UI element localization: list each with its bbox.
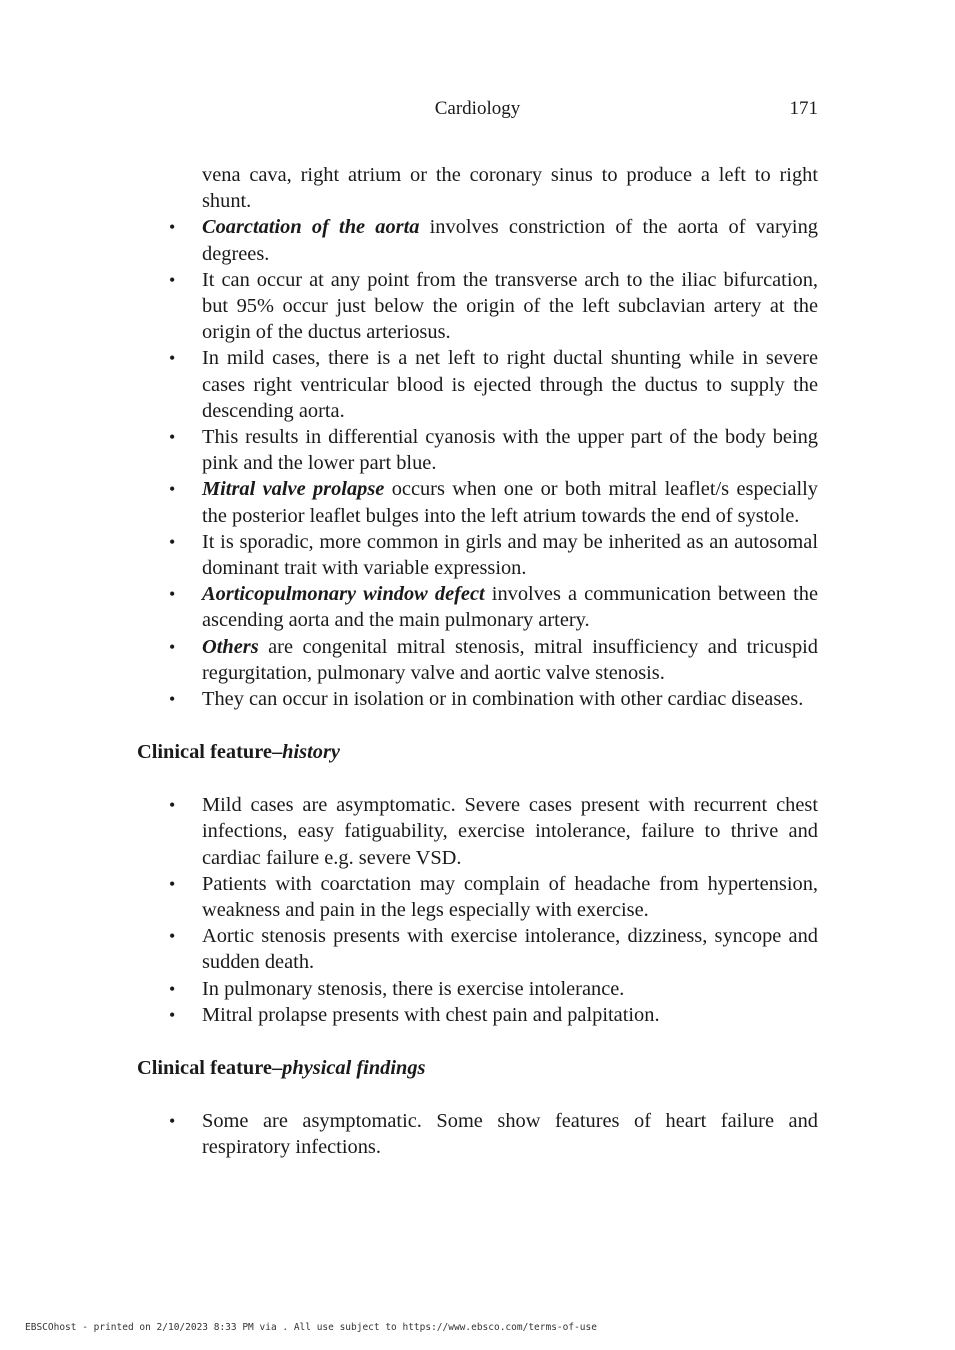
- list-item: [137, 345, 818, 424]
- list-item-text: They can occur in isolation or in combination with other cardiac diseases.: [202, 688, 804, 711]
- page-body: [137, 162, 818, 1161]
- history-list: [137, 792, 818, 1028]
- list-item-text: It is sporadic, more common in girls and may be inherited as an autosomal dominant trait with variable expression.: [202, 530, 818, 580]
- page-number: 171: [789, 98, 818, 119]
- list-item: [137, 686, 818, 712]
- list-item: [137, 581, 818, 633]
- list-item-text: involves a communication between the ascending aorta and the main pulmonary artery.: [202, 583, 818, 632]
- list-item: • Aortic stenosis presents with exercise intolerance, dizziness, syncope and sudden death.: [137, 923, 818, 975]
- list-item: [137, 476, 818, 528]
- defects-list: [137, 214, 818, 712]
- list-item-term: Mitral valve prolapse: [202, 478, 385, 501]
- section-heading-main: Clinical feature–: [137, 741, 283, 764]
- ebsco-footer: EBSCOhost - printed on 2/10/2023 8:33 PM via . All use subject to https://www.ebsco.com/terms-of-use: [25, 1322, 597, 1333]
- list-item: [137, 267, 818, 346]
- list-item-term: Coarctation of the aorta: [202, 216, 420, 239]
- list-item-text: occurs when one or both mitral leaflet/s especially the posterior leaflet bulges into the left atrium towards the end of systole.: [202, 478, 818, 527]
- section-heading-main: Clinical feature–: [137, 1057, 283, 1080]
- list-item: • Patients with coarctation may complain of headache from hypertension, weakness and pain in the legs especially with exercise.: [137, 871, 818, 923]
- list-item: • Some are asymptomatic. Some show features of heart failure and respiratory infections.: [137, 1108, 818, 1160]
- list-item-text: It can occur at any point from the transverse arch to the iliac bifurcation, but 95% occur just below the origin of the left subclavian artery at the origin of the ductus arteriosus.: [202, 268, 818, 344]
- list-item-term: Others: [202, 635, 259, 658]
- running-head: [0, 96, 955, 122]
- list-item: [137, 634, 818, 686]
- list-item-text: are congenital mitral stenosis, mitral insufficiency and tricuspid regurgitation, pulmonary valve and aortic valve stenosis.: [202, 635, 818, 684]
- list-item: • Mitral prolapse presents with chest pain and palpitation.: [137, 1002, 818, 1028]
- section-heading-sub: history: [282, 741, 340, 764]
- section-heading-sub: physical findings: [282, 1057, 426, 1080]
- list-item: [137, 214, 818, 266]
- list-item-text: involves constriction of the aorta of varying degrees.: [202, 216, 818, 265]
- running-title: Cardiology: [434, 98, 521, 119]
- list-item: [137, 424, 818, 476]
- section-heading-history: [137, 739, 818, 765]
- list-item: • Mild cases are asymptomatic. Severe cases present with recurrent chest infections, easy fatiguability, exercise intolerance, failure to thrive and cardiac failure e.g. severe VSD.: [137, 792, 818, 871]
- section-heading-physical: [137, 1055, 818, 1081]
- list-item-text: This results in differential cyanosis with the upper part of the body being pink and the lower part blue.: [202, 426, 818, 475]
- list-item: [137, 529, 818, 581]
- list-item-term: Aorticopulmonary window defect: [202, 583, 485, 606]
- physical-findings-list: [137, 1108, 818, 1160]
- continuation-paragraph: vena cava, right atrium or the coronary sinus to produce a left to right shunt.: [202, 164, 818, 213]
- list-item-text: In mild cases, there is a net left to right ductal shunting while in severe cases right ventricular blood is ejected through the ductus to supply the descending aorta.: [202, 347, 818, 422]
- list-item: • In pulmonary stenosis, there is exercise intolerance.: [137, 976, 818, 1002]
